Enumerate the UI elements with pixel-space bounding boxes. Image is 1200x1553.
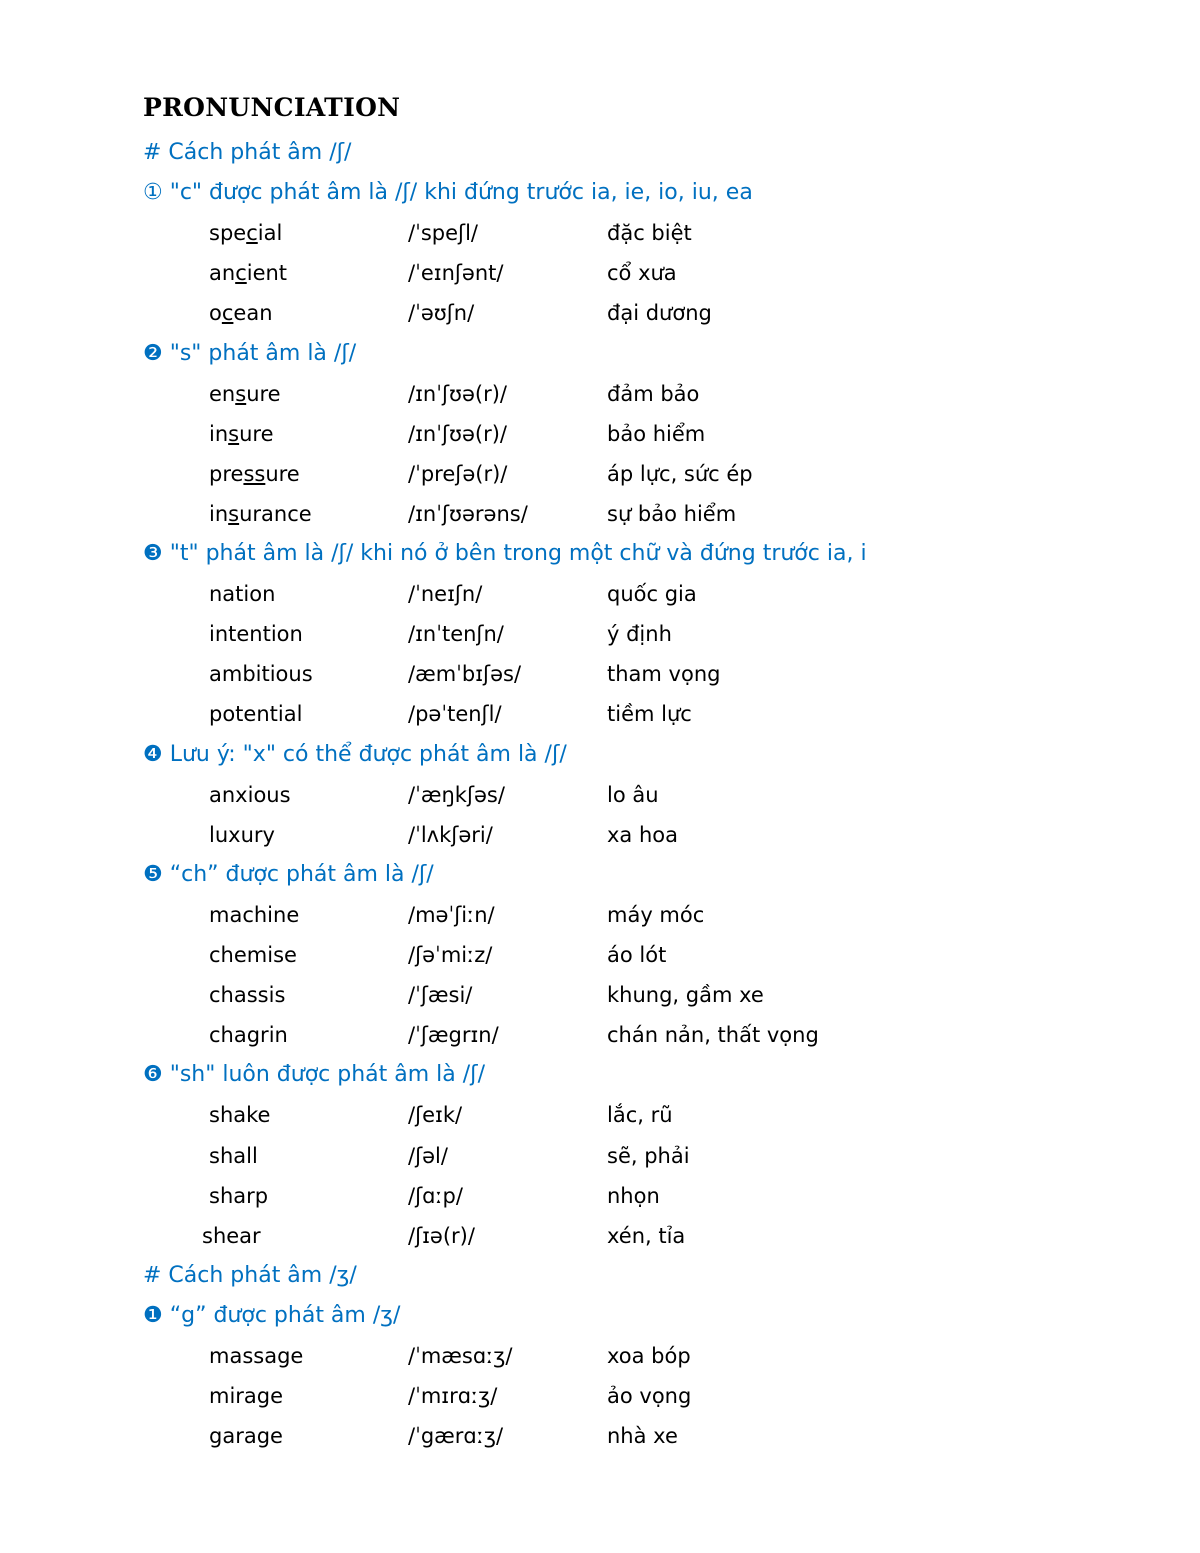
ipa-transcription: /ˈmæsɑːʒ/ <box>408 1344 513 1368</box>
ipa-transcription: /ʃəˈmiːz/ <box>408 943 493 967</box>
word: nation <box>209 582 276 606</box>
word: ancient <box>209 261 288 285</box>
ipa-transcription: /ˈʃæsi/ <box>408 983 473 1007</box>
section-heading: ❸ "t" phát âm là /ʃ/ khi nó ở bên trong một chữ và đứng trước ia, i <box>143 541 867 566</box>
ipa-transcription: /ɪnˈtenʃn/ <box>408 622 504 646</box>
word: shake <box>209 1103 271 1127</box>
meaning: đại dương <box>607 301 712 325</box>
ipa-transcription: /məˈʃiːn/ <box>408 903 495 927</box>
section-heading: ❻ "sh" luôn được phát âm là /ʃ/ <box>143 1062 485 1087</box>
meaning: áo lót <box>607 943 667 967</box>
word: insurance <box>209 502 312 526</box>
section-heading: ❶ “g” được phát âm /ʒ/ <box>143 1303 401 1328</box>
word: luxury <box>209 823 275 847</box>
ipa-transcription: /ˈmɪrɑːʒ/ <box>408 1384 498 1408</box>
ipa-transcription: /ʃɪə(r)/ <box>408 1224 475 1248</box>
section-heading: # Cách phát âm /ʃ/ <box>143 140 352 165</box>
meaning: máy móc <box>607 903 705 927</box>
ipa-transcription: /pəˈtenʃl/ <box>408 702 502 726</box>
meaning: ảo vọng <box>607 1384 692 1408</box>
section-heading: # Cách phát âm /ʒ/ <box>143 1263 357 1288</box>
meaning: đảm bảo <box>607 382 700 406</box>
ipa-transcription: /ˈneɪʃn/ <box>408 582 483 606</box>
ipa-transcription: /ʃəl/ <box>408 1144 448 1168</box>
meaning: sẽ, phải <box>607 1144 690 1168</box>
ipa-transcription: /ˈeɪnʃənt/ <box>408 261 504 285</box>
word: shear <box>202 1224 261 1248</box>
meaning: xa hoa <box>607 823 678 847</box>
ipa-transcription: /æmˈbɪʃəs/ <box>408 662 522 686</box>
section-heading: ❹ Lưu ý: "x" có thể được phát âm là /ʃ/ <box>143 742 567 767</box>
ipa-transcription: /ʃɑːp/ <box>408 1184 463 1208</box>
word: mirage <box>209 1384 284 1408</box>
word: chassis <box>209 983 286 1007</box>
word: massage <box>209 1344 304 1368</box>
meaning: nhọn <box>607 1184 660 1208</box>
meaning: áp lực, sức ép <box>607 462 753 486</box>
word: ambitious <box>209 662 313 686</box>
meaning: sự bảo hiểm <box>607 502 737 526</box>
meaning: tham vọng <box>607 662 721 686</box>
word: potential <box>209 702 303 726</box>
ipa-transcription: /ʃeɪk/ <box>408 1103 463 1127</box>
meaning: chán nản, thất vọng <box>607 1023 819 1047</box>
meaning: xén, tỉa <box>607 1224 686 1248</box>
word: shall <box>209 1144 258 1168</box>
word: special <box>209 221 283 245</box>
meaning: lo âu <box>607 783 659 807</box>
ipa-transcription: /ˈʃægrɪn/ <box>408 1023 499 1047</box>
meaning: lắc, rũ <box>607 1103 673 1127</box>
meaning: quốc gia <box>607 582 697 606</box>
ipa-transcription: /ˈspeʃl/ <box>408 221 479 245</box>
ipa-transcription: /ˈəʊʃn/ <box>408 301 475 325</box>
word: insure <box>209 422 274 446</box>
word: chemise <box>209 943 297 967</box>
meaning: nhà xe <box>607 1424 678 1448</box>
ipa-transcription: /ˈgærɑːʒ/ <box>408 1424 504 1448</box>
word: garage <box>209 1424 283 1448</box>
ipa-transcription: /ɪnˈʃʊərəns/ <box>408 502 528 526</box>
word: chagrin <box>209 1023 288 1047</box>
meaning: khung, gầm xe <box>607 983 764 1007</box>
section-heading: ① "c" được phát âm là /ʃ/ khi đứng trước ia, ie, io, iu, ea <box>143 180 753 205</box>
meaning: tiềm lực <box>607 702 692 726</box>
ipa-transcription: /ˈlʌkʃəri/ <box>408 823 493 847</box>
ipa-transcription: /ɪnˈʃʊə(r)/ <box>408 382 508 406</box>
word: ocean <box>209 301 273 325</box>
word: ensure <box>209 382 281 406</box>
page-title: PRONUNCIATION <box>143 93 401 122</box>
meaning: xoa bóp <box>607 1344 691 1368</box>
section-heading: ❺ “ch” được phát âm là /ʃ/ <box>143 862 434 887</box>
meaning: đặc biệt <box>607 221 692 245</box>
word: machine <box>209 903 300 927</box>
ipa-transcription: /ɪnˈʃʊə(r)/ <box>408 422 508 446</box>
meaning: cổ xưa <box>607 261 677 285</box>
section-heading: ❷ "s" phát âm là /ʃ/ <box>143 341 357 366</box>
meaning: ý định <box>607 622 672 646</box>
word: intention <box>209 622 303 646</box>
ipa-transcription: /ˈæŋkʃəs/ <box>408 783 505 807</box>
word: pressure <box>209 462 300 486</box>
meaning: bảo hiểm <box>607 422 706 446</box>
word: sharp <box>209 1184 269 1208</box>
ipa-transcription: /ˈpreʃə(r)/ <box>408 462 508 486</box>
word: anxious <box>209 783 291 807</box>
